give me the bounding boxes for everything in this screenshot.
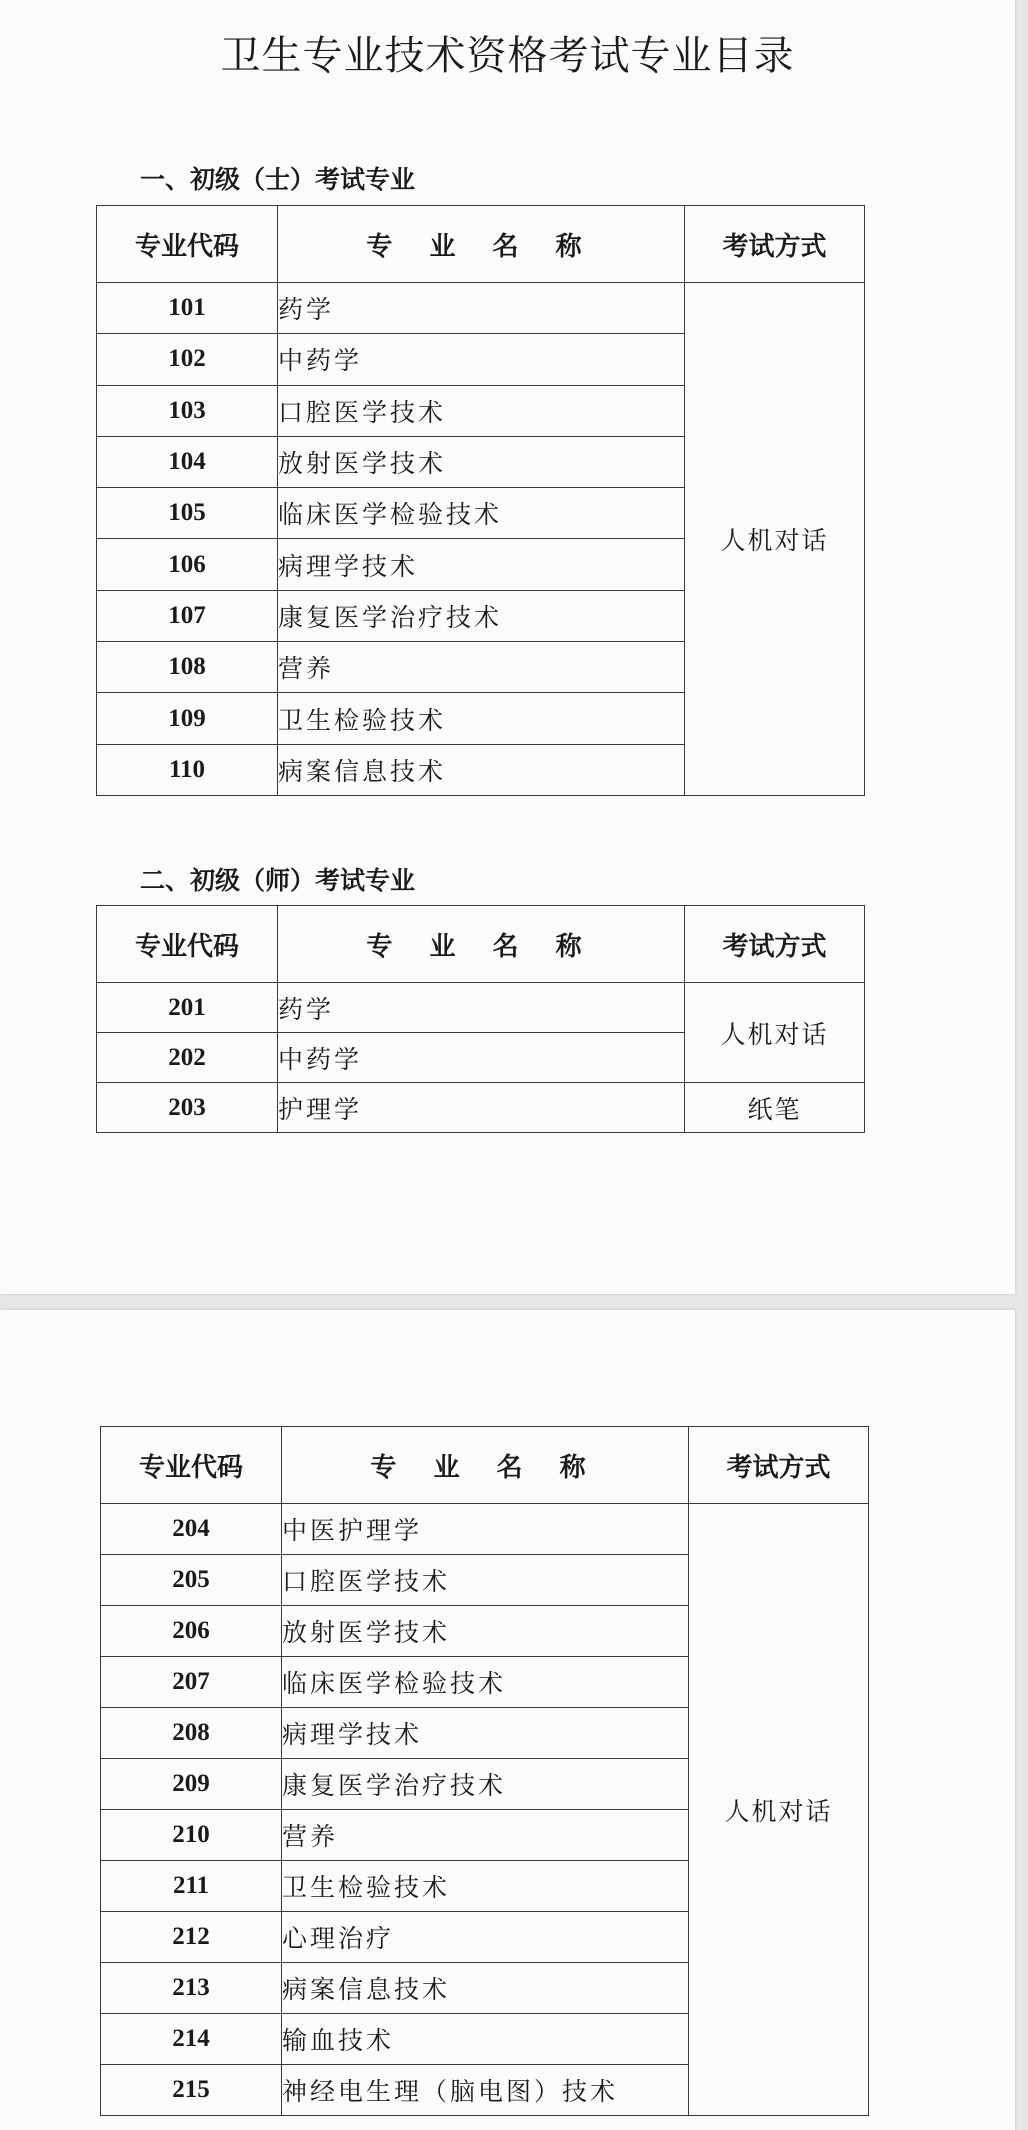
row-code: 213 [101,1963,282,2014]
row-name: 护理学 [278,1083,685,1133]
row-code: 102 [97,334,278,385]
row-code: 103 [97,385,278,436]
row-name: 药学 [278,983,685,1033]
table-row [97,283,865,334]
row-code: 106 [97,539,278,590]
row-code: 210 [101,1810,282,1861]
row-code: 107 [97,590,278,641]
row-code: 206 [101,1606,282,1657]
row-name: 放射医学技术 [282,1606,689,1657]
exam-table-junior-teacher-continued [100,1426,869,2116]
header-method: 考试方式 [689,1427,869,1504]
row-name: 放射医学技术 [278,436,685,487]
row-code: 211 [101,1861,282,1912]
row-code: 104 [97,436,278,487]
row-code: 214 [101,2014,282,2065]
row-code: 212 [101,1912,282,1963]
document-page-2 [0,1310,1015,2130]
row-code: 203 [97,1083,278,1133]
header-code: 专业代码 [97,906,278,983]
row-name: 病案信息技术 [278,744,685,795]
row-method: 纸笔 [685,1083,865,1133]
row-code: 207 [101,1657,282,1708]
header-method: 考试方式 [685,906,865,983]
row-name: 中药学 [278,1033,685,1083]
row-name: 输血技术 [282,2014,689,2065]
row-name: 心理治疗 [282,1912,689,1963]
row-method: 人机对话 [685,983,865,1083]
row-code: 215 [101,2065,282,2116]
row-name: 口腔医学技术 [282,1555,689,1606]
row-code: 202 [97,1033,278,1083]
row-name: 中药学 [278,334,685,385]
row-name: 病理学技术 [278,539,685,590]
row-name: 营养 [282,1810,689,1861]
document-title: 卫生专业技术资格考试专业目录 [220,33,795,79]
row-name: 病案信息技术 [282,1963,689,2014]
header-name: 专 业 名 称 [282,1427,689,1504]
table-row [101,1504,869,1555]
row-code: 110 [97,744,278,795]
exam-table-junior-shi [96,205,865,796]
row-name: 病理学技术 [282,1708,689,1759]
header-name: 专 业 名 称 [278,906,685,983]
row-code: 209 [101,1759,282,1810]
row-code: 208 [101,1708,282,1759]
header-name: 专 业 名 称 [278,206,685,283]
row-code: 204 [101,1504,282,1555]
table-row [97,1083,865,1133]
row-method: 人机对话 [685,283,865,796]
row-name: 康复医学治疗技术 [278,590,685,641]
row-name: 口腔医学技术 [278,385,685,436]
section-heading-junior-shi: 一、初级（士）考试专业 [140,165,416,194]
row-name: 康复医学治疗技术 [282,1759,689,1810]
row-name: 营养 [278,642,685,693]
row-code: 205 [101,1555,282,1606]
row-method: 人机对话 [689,1504,869,2116]
row-code: 101 [97,283,278,334]
header-code: 专业代码 [101,1427,282,1504]
row-name: 临床医学检验技术 [278,488,685,539]
row-name: 卫生检验技术 [278,693,685,744]
header-method: 考试方式 [685,206,865,283]
row-name: 临床医学检验技术 [282,1657,689,1708]
exam-table-junior-teacher [96,905,865,1133]
row-name: 药学 [278,283,685,334]
row-name: 卫生检验技术 [282,1861,689,1912]
row-name: 中医护理学 [282,1504,689,1555]
row-code: 108 [97,642,278,693]
row-code: 201 [97,983,278,1033]
row-code: 109 [97,693,278,744]
table-row [97,983,865,1033]
row-name: 神经电生理（脑电图）技术 [282,2065,689,2116]
section-heading-junior-shi-teacher: 二、初级（师）考试专业 [140,866,416,895]
row-code: 105 [97,488,278,539]
header-code: 专业代码 [97,206,278,283]
